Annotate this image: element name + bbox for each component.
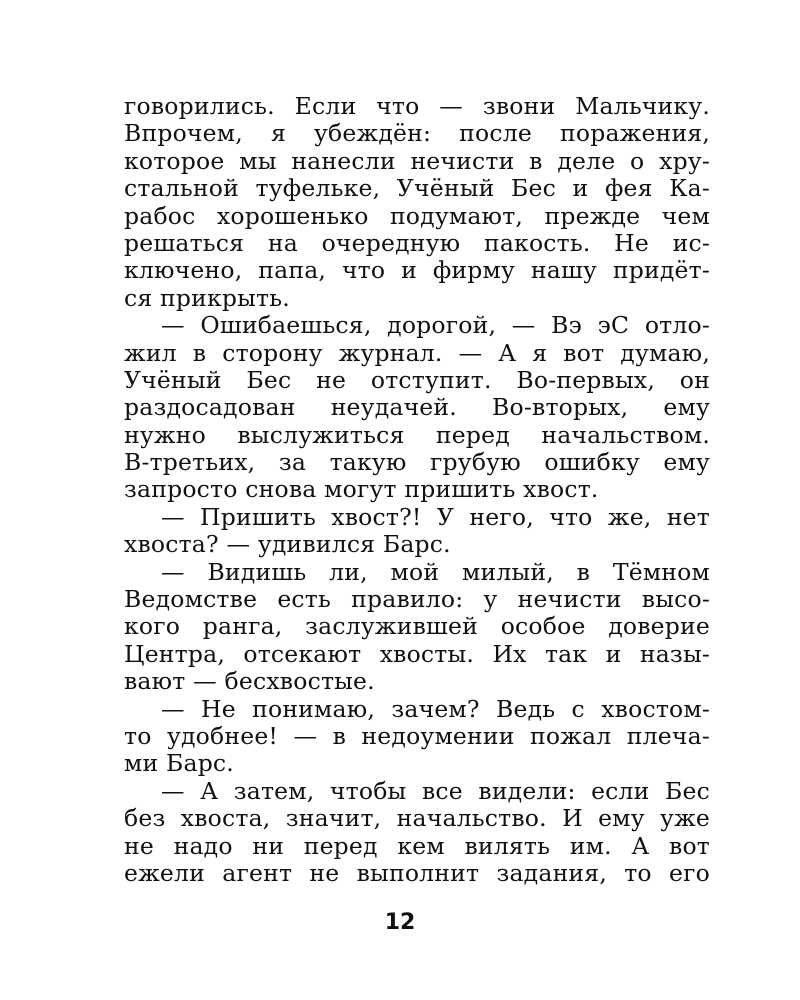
text-line: Учёный Бес не отступит. Во-первых, он — [124, 365, 710, 394]
text-line: ежели агент не выполнит задания, то его — [124, 858, 710, 887]
text-line: без хвоста, значит, начальство. И ему уже — [124, 804, 710, 833]
text-line: — Не понимаю, зачем? Ведь с хвостом- — [161, 694, 710, 723]
text-line: стальной туфельке, Учёный Бес и фея Ка- — [124, 174, 710, 203]
text-line: кого ранга, заслужившей особое доверие — [124, 612, 710, 641]
text-line: Ведомстве есть правило: у нечисти высо- — [124, 585, 710, 614]
text-line: хвоста? — удивился Барс. — [124, 530, 451, 559]
text-line: ми Барс. — [124, 749, 234, 778]
text-line: Центра, отсекают хвосты. Их так и назы- — [124, 639, 710, 668]
text-line: — Ошибаешься, дорогой, — Вэ эС отло- — [161, 311, 710, 340]
text-line: Впрочем, я убеждён: после поражения, — [124, 119, 710, 148]
text-line: не надо ни перед кем вилять им. А вот — [124, 831, 710, 860]
text-line: раздосадован неудачей. Во-вторых, ему — [124, 393, 710, 422]
text-line: ся прикрыть. — [124, 283, 290, 312]
page-number: 12 — [384, 910, 416, 935]
text-line: которое мы нанесли нечисти в деле о хру- — [124, 146, 710, 175]
text-line: вают — бесхвостые. — [124, 667, 375, 696]
text-line: В-третьих, за такую грубую ошибку ему — [124, 448, 710, 477]
text-line: запросто снова могут пришить хвост. — [124, 475, 599, 504]
text-line: рабос хорошенько подумают, прежде чем — [124, 201, 710, 230]
text-line: жил в сторону журнал. — А я вот думаю, — [124, 338, 710, 367]
text-line: нужно выслужиться перед начальством. — [124, 420, 710, 449]
text-line: то удобнее! — в недоумении пожал плеча- — [124, 721, 710, 750]
text-line: говорились. Если что — звони Мальчику. — [124, 92, 710, 120]
text-line: — А затем, чтобы все видели: если Бес — [161, 776, 710, 805]
text-line: решаться на очередную пакость. Не ис- — [124, 228, 710, 257]
text-line: — Видишь ли, мой милый, в Тёмном — [161, 557, 710, 586]
text-line: — Пришить хвост?! У него, что же, нет — [161, 502, 710, 531]
text-line: ключено, папа, что и фирму нашу придёт- — [124, 256, 710, 285]
body-text — [124, 93, 710, 887]
